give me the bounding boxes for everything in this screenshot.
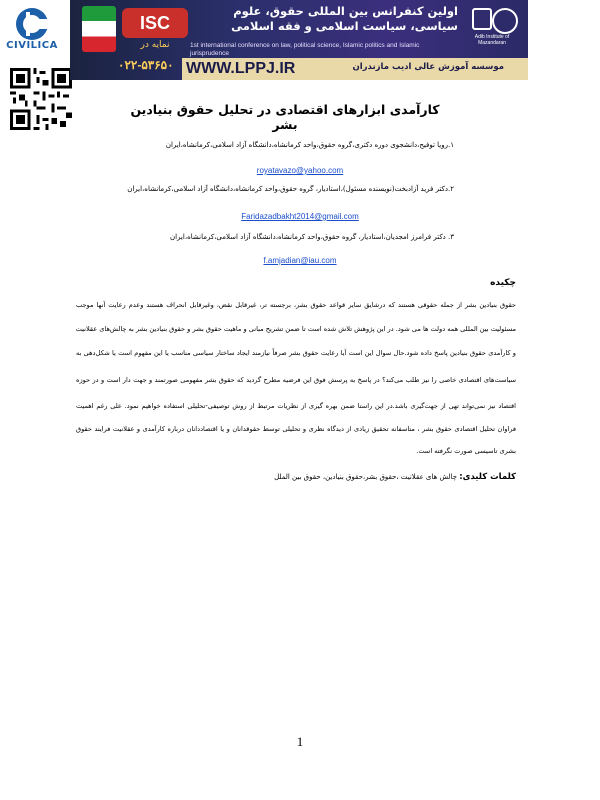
civilica-logo[interactable]: [4, 6, 60, 62]
abstract-line: مسئولیت بین المللی همه دولت ها می شود. در این پژوهش تلاش شده است تا ضمن تشریح مبانی و ماهیت حقوق بشر و حقوق بنیادین بشر به چالش‌های عقلانیت: [76, 325, 516, 333]
author-affiliation-1: ۱.رویا توفیح،دانشجوی دوره دکتری،گروه حقوق،واحد کرمانشاه،دانشگاه آزاد اسلامی،کرمانشاه،ایران: [165, 141, 454, 149]
banner-phone: ۰۲۲-۵۳۶۵۰: [118, 58, 174, 72]
isc-badge: ISC: [122, 8, 188, 38]
author-email-3[interactable]: f.amjadian@iau.com: [263, 256, 337, 265]
abstract-line: و کارآمدی حقوق بنیادین پاسخ داده شود.حال سوال این است آیا رعایت حقوق بشر صرفاً نیازمند ایجاد ساختار سیاسی مناسب یا این مفهوم است یا شکل‌دهی به: [76, 349, 516, 357]
keywords-list: چالش های عقلانیت ،حقوق بشر،حقوق بنیادین، حقوق بین الملل: [274, 473, 457, 481]
author-email-1[interactable]: royatavazo@yahoo.com: [256, 166, 344, 175]
abstract-line: سیاست‌های اقتصادی خاصی را نیز طلب می‌کند؟ در پاسخ به پرسش فوق این فرضیه مطرح گردید که حقوق بشر مفهومی صورتمند و جهت دار است و در حوزه: [76, 376, 516, 384]
isc-caption: نمایه در: [140, 40, 170, 50]
conference-banner[interactable]: [70, 0, 528, 80]
banner-title-en: 1st international conference on law, political science, Islamic politics and Islamic jurisprudence: [190, 42, 420, 57]
iran-emblem-icon: [82, 6, 116, 52]
author-affiliation-3: ۳. دکتر فرامرز امجدیان،استادیار، گروه حقوق،واحد کرمانشاه،دانشگاه آزاد اسلامی،کرمانشاه،ایران: [169, 233, 454, 241]
civilica-logo-text: CIVILICA: [6, 40, 58, 51]
author-email-2[interactable]: Faridazadbakht2014@gmail.com: [241, 212, 359, 221]
emblem-caption: Adib Institute of Mazandaran: [474, 34, 510, 46]
page-number: 1: [296, 734, 304, 749]
paper-title: کارآمدی ابزارهای اقتصادی در تحلیل حقوق بنیادین بشر: [130, 102, 440, 132]
keywords-label: کلمات کلیدی:: [459, 472, 516, 482]
abstract-line: بشری تاسیسی صورت نگرفته است.: [416, 447, 516, 455]
institute-emblem-icon: [492, 8, 518, 34]
abstract-heading: چکیده: [490, 278, 516, 288]
banner-organizer: موسسه آموزش عالی ادیب مازندران: [352, 62, 504, 72]
abstract-line: اقتصاد نیز نمی‌تواند تهی از جهت‌گیری باشد.در این راستا ضمن بهره گیری از نظریات مرتبط از روش توصیفی-تحلیلی استفاده خواهیم نمود. علی رغم اهمیت: [76, 402, 516, 410]
keywords: [274, 472, 516, 482]
qr-code-icon: [10, 68, 72, 130]
author-affiliation-2: ۲.دکتر فرید آزادبخت(نویسنده مسئول)،استادیار، گروه حقوق،واحد کرمانشاه،دانشگاه آزاد اسلامی،کرمانشاه،ایران: [127, 185, 454, 193]
abstract-line: فراوان تحلیل اقتصادی حقوق بشر ، متاسفانه تحقیق زیادی از دیدگاه نظری و تحلیلی توسط حقوقدانان و یا اقتصاددانان درباره کارآمدی و عقلانیت فرایند حقوق: [76, 425, 516, 433]
banner-title-fa: اولین کنفرانس بین المللی حقوق، علوم سیاسی، سیاست اسلامی و فقه اسلامی: [231, 4, 458, 33]
abstract-line: حقوق بنیادین بشر از جمله حقوقی هستند که درشایق سایر قواعد حقوق بشر، برجسته تر، غیرقابل نقض، وغیرقابل انحراف هستند وعدم رعایت آنها موجب: [76, 301, 516, 309]
banner-url[interactable]: WWW.LPPJ.IR: [186, 60, 296, 77]
university-emblem-icon: [472, 8, 492, 30]
